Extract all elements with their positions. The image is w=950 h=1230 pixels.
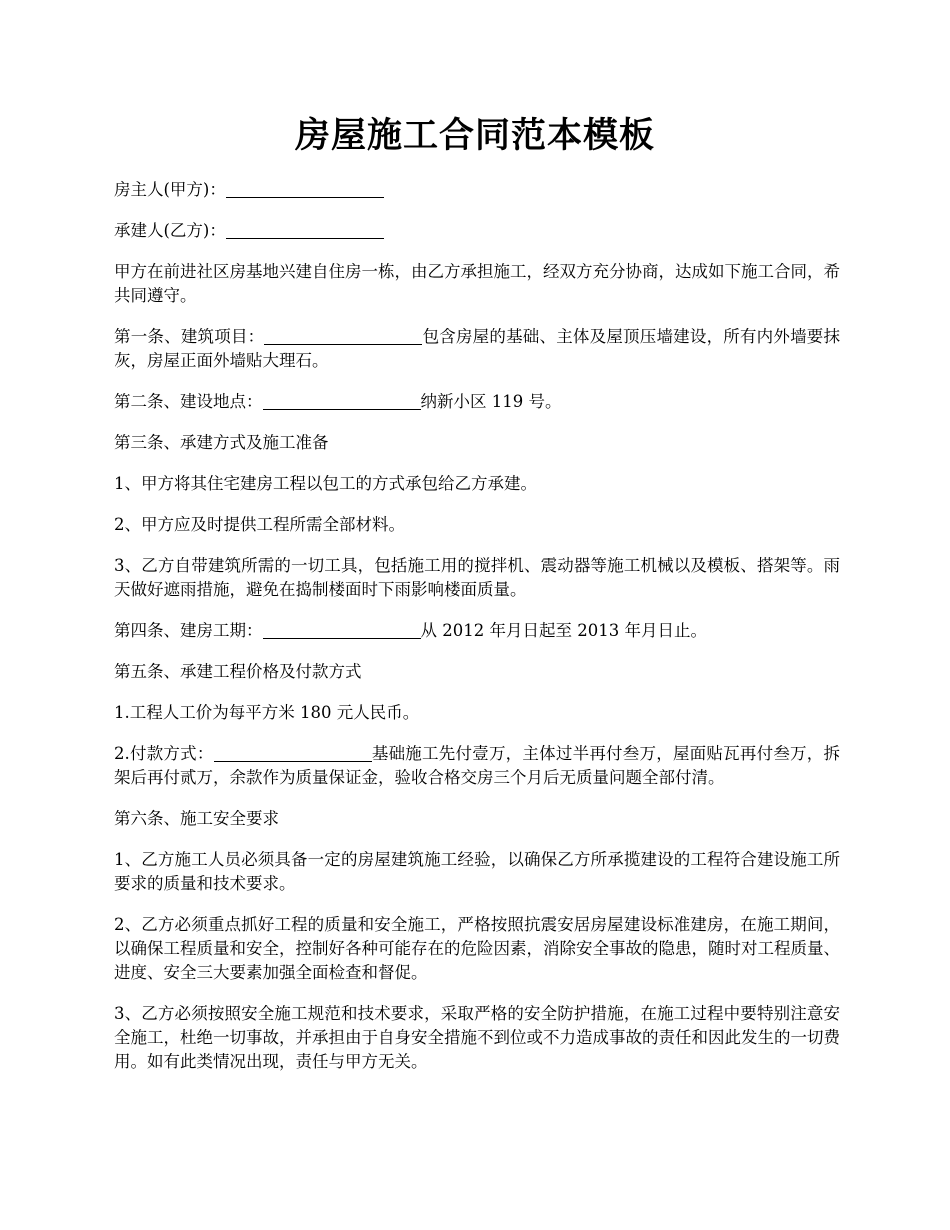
paragraph [114, 701, 840, 725]
paragraph [114, 807, 840, 831]
paragraph-text: 房主人(甲方)： [114, 180, 226, 199]
paragraph [114, 390, 840, 414]
paragraph-text: 1、乙方施工人员必须具备一定的房屋建筑施工经验，以确保乙方所承揽建设的工程符合建设施工所要求的质量和技术要求。 [114, 850, 840, 893]
paragraph [114, 178, 840, 202]
paragraph-text: 承建人(乙方)： [114, 221, 226, 240]
paragraph-text: 3、乙方必须按照安全施工规范和技术要求，采取严格的安全防护措施，在施工过程中要特别注意安全施工，杜绝一切事故，并承担由于自身安全措施不到位或不力造成事故的责任和因此发生的一切费用。如有此类情况出现，责任与甲方无关。 [114, 1004, 840, 1071]
paragraph [114, 619, 840, 643]
paragraph [114, 260, 840, 308]
paragraph [114, 554, 840, 602]
paragraph-text-continued: 包含房屋的基础、主体及屋顶压墙建设，所有内外墙要抹灰，房屋正面外墙贴大理石。 [114, 327, 841, 370]
paragraph-text: 第一条、建筑项目： [114, 327, 265, 346]
paragraph-text: 3、乙方自带建筑所需的一切工具，包括施工用的搅拌机、震动器等施工机械以及模板、搭架等。雨天做好遮雨措施，避免在捣制楼面时下雨影响楼面质量。 [114, 556, 840, 599]
paragraph-text-continued: 从 2012 年月日起至 2013 年月日止。 [420, 621, 707, 640]
paragraph-text-continued: 纳新小区 119 号。 [420, 392, 562, 411]
paragraph-text: 甲方在前进社区房基地兴建自住房一栋，由乙方承担施工，经双方充分协商，达成如下施工合同，希共同遵守。 [114, 262, 840, 305]
fill-in-blank-line [263, 392, 421, 410]
paragraph-text: 2、乙方必须重点抓好工程的质量和安全施工，严格按照抗震安居房屋建设标准建房，在施工期间，以确保工程质量和安全，控制好各种可能存在的危险因素，消除安全事故的隐患，随时对工程质量、进度、安全三大要素加强全面检查和督促。 [114, 915, 840, 982]
fill-in-blank-line [226, 180, 384, 198]
fill-in-blank-line [263, 621, 421, 639]
fill-in-blank-line [226, 221, 384, 239]
paragraph [114, 742, 840, 790]
paragraph [114, 848, 840, 896]
paragraph-text: 第五条、承建工程价格及付款方式 [114, 662, 362, 681]
fill-in-blank-line [214, 744, 372, 762]
document-body [114, 178, 840, 1091]
paragraph [114, 513, 840, 537]
paragraph-text: 第四条、建房工期： [114, 621, 263, 640]
paragraph-text: 2、甲方应及时提供工程所需全部材料。 [114, 515, 405, 534]
paragraph [114, 1002, 840, 1074]
paragraph-text: 第二条、建设地点： [114, 392, 263, 411]
document-title: 房屋施工合同范本模板 [294, 115, 655, 156]
paragraph [114, 431, 840, 455]
fill-in-blank-line [264, 327, 422, 345]
paragraph-text-continued: 基础施工先付壹万，主体过半再付叁万，屋面贴瓦再付叁万，拆架后再付贰万，余款作为质量保证金，验收合格交房三个月后无质量问题全部付清。 [114, 744, 841, 787]
paragraph [114, 472, 840, 496]
paragraph [114, 219, 840, 243]
paragraph-text: 2.付款方式： [114, 744, 214, 763]
paragraph-text: 第三条、承建方式及施工准备 [114, 433, 329, 452]
paragraph-text: 第六条、施工安全要求 [114, 809, 279, 828]
paragraph [114, 913, 840, 985]
paragraph [114, 325, 840, 373]
paragraph [114, 660, 840, 684]
paragraph-text: 1、甲方将其住宅建房工程以包工的方式承包给乙方承建。 [114, 474, 537, 493]
paragraph-text: 1.工程人工价为每平方米 180 元人民币。 [114, 703, 420, 722]
